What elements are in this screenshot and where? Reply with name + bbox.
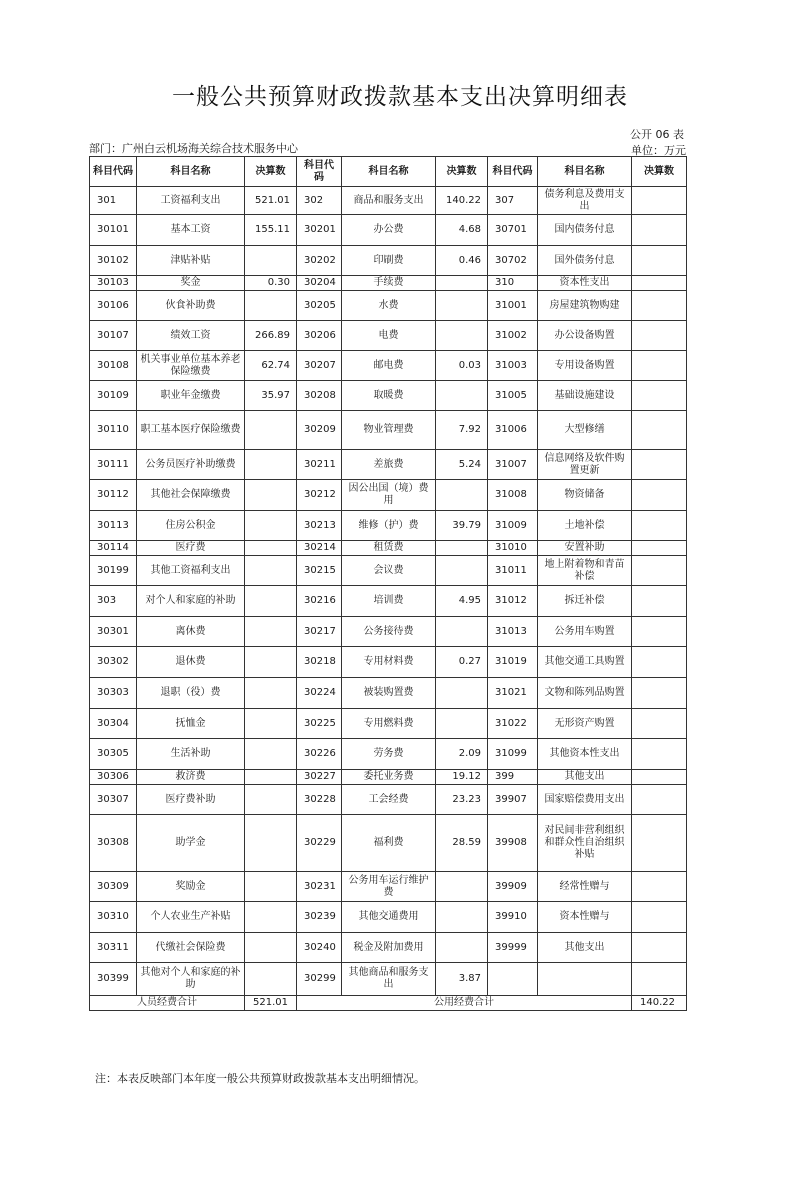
amount-cell: [245, 647, 297, 678]
name-cell: 公务接待费: [342, 617, 436, 647]
name-cell: 地上附着物和青苗补偿: [538, 556, 632, 586]
name-cell: 国内债务付息: [538, 215, 632, 246]
table-row: [90, 556, 687, 586]
code-cell: 30239: [297, 902, 342, 933]
table-row: [90, 381, 687, 411]
code-cell: 307: [488, 187, 538, 215]
name-cell: 租赁费: [342, 541, 436, 556]
amount-cell: [632, 541, 687, 556]
name-cell: 奖励金: [137, 872, 245, 902]
amount-cell: 39.79: [436, 511, 488, 541]
amount-cell: 0.03: [436, 351, 488, 381]
code-cell: 39999: [488, 933, 538, 963]
amount-cell: 0.30: [245, 276, 297, 291]
name-cell: 伙食补助费: [137, 291, 245, 321]
amount-cell: [632, 321, 687, 351]
name-cell: 印刷费: [342, 246, 436, 276]
name-cell: 其他支出: [538, 933, 632, 963]
amount-cell: [632, 187, 687, 215]
code-cell: 30216: [297, 586, 342, 617]
name-cell: 其他商品和服务支出: [342, 963, 436, 996]
name-cell: 维修（护）费: [342, 511, 436, 541]
amount-cell: [632, 678, 687, 709]
name-cell: 邮电费: [342, 351, 436, 381]
footnote: 注：本表反映部门本年度一般公共预算财政拨款基本支出明细情况。: [95, 1072, 425, 1085]
amount-cell: [632, 739, 687, 770]
name-cell: 差旅费: [342, 450, 436, 480]
table-row: [90, 617, 687, 647]
name-cell: 绩效工资: [137, 321, 245, 351]
amount-cell: [632, 785, 687, 815]
code-cell: 31008: [488, 480, 538, 511]
amount-cell: [436, 480, 488, 511]
name-cell: 公务用车运行维护费: [342, 872, 436, 902]
code-cell: 31007: [488, 450, 538, 480]
name-cell: 福利费: [342, 815, 436, 872]
amount-cell: 0.27: [436, 647, 488, 678]
name-cell: 公务用车购置: [538, 617, 632, 647]
code-cell: 30217: [297, 617, 342, 647]
name-cell: 会议费: [342, 556, 436, 586]
code-cell: 39907: [488, 785, 538, 815]
expenditure-table: [89, 156, 687, 1011]
name-cell: 债务利息及费用支出: [538, 187, 632, 215]
table-row: [90, 246, 687, 276]
code-cell: 31019: [488, 647, 538, 678]
amount-cell: 155.11: [245, 215, 297, 246]
name-cell: 基本工资: [137, 215, 245, 246]
code-cell: 30211: [297, 450, 342, 480]
amount-cell: [245, 411, 297, 450]
name-cell: 专用设备购置: [538, 351, 632, 381]
name-cell: 被装购置费: [342, 678, 436, 709]
code-cell: 31010: [488, 541, 538, 556]
amount-cell: [436, 709, 488, 739]
name-cell: 专用燃料费: [342, 709, 436, 739]
name-cell: 其他支出: [538, 770, 632, 785]
name-cell: 代缴社会保险费: [137, 933, 245, 963]
name-cell: 资本性支出: [538, 276, 632, 291]
amount-cell: [245, 511, 297, 541]
amount-cell: 7.92: [436, 411, 488, 450]
name-cell: 取暖费: [342, 381, 436, 411]
name-cell: 劳务费: [342, 739, 436, 770]
code-cell: 39908: [488, 815, 538, 872]
name-cell: 医疗费补助: [137, 785, 245, 815]
amount-cell: [632, 963, 687, 996]
code-cell: 30399: [90, 963, 137, 996]
code-cell: 30215: [297, 556, 342, 586]
code-cell: 31003: [488, 351, 538, 381]
code-cell: 30112: [90, 480, 137, 511]
amount-cell: [245, 739, 297, 770]
code-cell: 31011: [488, 556, 538, 586]
name-cell: 其他工资福利支出: [137, 556, 245, 586]
code-cell: 30309: [90, 872, 137, 902]
header-cell: 决算数: [632, 157, 687, 187]
code-cell: 30107: [90, 321, 137, 351]
code-cell: 30301: [90, 617, 137, 647]
amount-cell: [632, 381, 687, 411]
amount-cell: [245, 617, 297, 647]
amount-cell: [245, 770, 297, 785]
code-cell: 30307: [90, 785, 137, 815]
code-cell: 30228: [297, 785, 342, 815]
name-cell: 文物和陈列品购置: [538, 678, 632, 709]
code-cell: 30208: [297, 381, 342, 411]
table-row: [90, 276, 687, 291]
amount-cell: [632, 709, 687, 739]
code-cell: 30305: [90, 739, 137, 770]
name-cell: 奖金: [137, 276, 245, 291]
name-cell: 个人农业生产补贴: [137, 902, 245, 933]
code-cell: 310: [488, 276, 538, 291]
code-cell: 30110: [90, 411, 137, 450]
amount-cell: [245, 785, 297, 815]
amount-cell: [245, 291, 297, 321]
name-cell: 其他资本性支出: [538, 739, 632, 770]
name-cell: 生活补助: [137, 739, 245, 770]
name-cell: 手续费: [342, 276, 436, 291]
table-row: [90, 541, 687, 556]
department-label: 部门：广州白云机场海关综合技术服务中心: [89, 142, 298, 155]
name-cell: 经常性赠与: [538, 872, 632, 902]
table-row: [90, 963, 687, 996]
code-cell: 31013: [488, 617, 538, 647]
amount-cell: [245, 902, 297, 933]
header-cell: 科目代码: [488, 157, 538, 187]
code-cell: 30310: [90, 902, 137, 933]
name-cell: 退休费: [137, 647, 245, 678]
name-cell: 其他社会保障缴费: [137, 480, 245, 511]
name-cell: 助学金: [137, 815, 245, 872]
code-cell: 30701: [488, 215, 538, 246]
amount-cell: 5.24: [436, 450, 488, 480]
table-row: [90, 450, 687, 480]
code-cell: 30114: [90, 541, 137, 556]
code-cell: 30206: [297, 321, 342, 351]
name-cell: 工会经费: [342, 785, 436, 815]
header-cell: 科目名称: [137, 157, 245, 187]
code-cell: 30227: [297, 770, 342, 785]
code-cell: 30302: [90, 647, 137, 678]
table-row: [90, 678, 687, 709]
code-cell: 30224: [297, 678, 342, 709]
amount-cell: 266.89: [245, 321, 297, 351]
table-row: [90, 739, 687, 770]
table-row: [90, 785, 687, 815]
table-row: [90, 586, 687, 617]
code-cell: 30218: [297, 647, 342, 678]
amount-cell: 0.46: [436, 246, 488, 276]
unit-label: 单位：万元: [631, 144, 686, 157]
code-cell: 30306: [90, 770, 137, 785]
name-cell: 因公出国（境）费用: [342, 480, 436, 511]
code-cell: 30109: [90, 381, 137, 411]
code-cell: 30101: [90, 215, 137, 246]
name-cell: 物业管理费: [342, 411, 436, 450]
amount-cell: [632, 647, 687, 678]
code-cell: 30702: [488, 246, 538, 276]
code-cell: 30240: [297, 933, 342, 963]
amount-cell: [436, 933, 488, 963]
amount-cell: 521.01: [245, 187, 297, 215]
code-cell: 30209: [297, 411, 342, 450]
code-cell: 399: [488, 770, 538, 785]
code-cell: 30229: [297, 815, 342, 872]
amount-cell: [632, 815, 687, 872]
amount-cell: [632, 246, 687, 276]
amount-cell: [436, 291, 488, 321]
table-code: 公开 06 表: [630, 128, 684, 141]
name-cell: 医疗费: [137, 541, 245, 556]
table-body: [90, 157, 687, 1011]
amount-cell: [245, 963, 297, 996]
name-cell: 办公费: [342, 215, 436, 246]
table-row: [90, 647, 687, 678]
name-cell: 其他对个人和家庭的补助: [137, 963, 245, 996]
code-cell: 302: [297, 187, 342, 215]
amount-cell: [436, 276, 488, 291]
amount-cell: 23.23: [436, 785, 488, 815]
code-cell: 30308: [90, 815, 137, 872]
name-cell: 培训费: [342, 586, 436, 617]
amount-cell: [436, 321, 488, 351]
amount-cell: [245, 450, 297, 480]
amount-cell: [436, 902, 488, 933]
name-cell: 商品和服务支出: [342, 187, 436, 215]
code-cell: [488, 963, 538, 996]
code-cell: 31099: [488, 739, 538, 770]
amount-cell: [632, 872, 687, 902]
code-cell: 30201: [297, 215, 342, 246]
code-cell: 30299: [297, 963, 342, 996]
amount-cell: [632, 215, 687, 246]
table-row: [90, 411, 687, 450]
amount-cell: [245, 246, 297, 276]
code-cell: 30231: [297, 872, 342, 902]
table-row: [90, 321, 687, 351]
code-cell: 30106: [90, 291, 137, 321]
name-cell: 退职（役）费: [137, 678, 245, 709]
table-row: [90, 291, 687, 321]
code-cell: 30111: [90, 450, 137, 480]
amount-cell: [632, 586, 687, 617]
name-cell: 津贴补贴: [137, 246, 245, 276]
amount-cell: [436, 556, 488, 586]
amount-cell: [245, 586, 297, 617]
name-cell: 工资福利支出: [137, 187, 245, 215]
amount-cell: [245, 933, 297, 963]
table-row: [90, 815, 687, 872]
amount-cell: [632, 770, 687, 785]
amount-cell: [632, 902, 687, 933]
table-row: [90, 351, 687, 381]
amount-cell: [436, 872, 488, 902]
name-cell: 抚恤金: [137, 709, 245, 739]
name-cell: 信息网络及软件购置更新: [538, 450, 632, 480]
table-row: [90, 709, 687, 739]
name-cell: 公务员医疗补助缴费: [137, 450, 245, 480]
amount-cell: 140.22: [436, 187, 488, 215]
code-cell: 30303: [90, 678, 137, 709]
name-cell: 住房公积金: [137, 511, 245, 541]
table-row: [90, 187, 687, 215]
code-cell: 31001: [488, 291, 538, 321]
public-total-label: 公用经费合计: [297, 996, 632, 1011]
code-cell: 31002: [488, 321, 538, 351]
table-row: [90, 770, 687, 785]
code-cell: 30214: [297, 541, 342, 556]
code-cell: 30199: [90, 556, 137, 586]
code-cell: 30108: [90, 351, 137, 381]
code-cell: 30304: [90, 709, 137, 739]
name-cell: 机关事业单位基本养老保险缴费: [137, 351, 245, 381]
code-cell: 31006: [488, 411, 538, 450]
amount-cell: [632, 291, 687, 321]
header-cell: 科目名称: [342, 157, 436, 187]
name-cell: 国家赔偿费用支出: [538, 785, 632, 815]
amount-cell: [245, 709, 297, 739]
code-cell: 30212: [297, 480, 342, 511]
name-cell: [538, 963, 632, 996]
amount-cell: [436, 381, 488, 411]
name-cell: 拆迁补偿: [538, 586, 632, 617]
name-cell: 国外债务付息: [538, 246, 632, 276]
code-cell: 30102: [90, 246, 137, 276]
name-cell: 对民间非营利组织和群众性自治组织补贴: [538, 815, 632, 872]
name-cell: 专用材料费: [342, 647, 436, 678]
amount-cell: [632, 450, 687, 480]
amount-cell: [632, 933, 687, 963]
table-row: [90, 902, 687, 933]
amount-cell: 28.59: [436, 815, 488, 872]
amount-cell: 62.74: [245, 351, 297, 381]
table-row: [90, 215, 687, 246]
personnel-total-label: 人员经费合计: [90, 996, 245, 1011]
public-total-value: 140.22: [632, 996, 687, 1011]
amount-cell: 4.95: [436, 586, 488, 617]
name-cell: 大型修缮: [538, 411, 632, 450]
name-cell: 其他交通工具购置: [538, 647, 632, 678]
table-row: [90, 872, 687, 902]
table-header-row: [90, 157, 687, 187]
code-cell: 30103: [90, 276, 137, 291]
table-row: [90, 511, 687, 541]
name-cell: 土地补偿: [538, 511, 632, 541]
code-cell: 30213: [297, 511, 342, 541]
name-cell: 对个人和家庭的补助: [137, 586, 245, 617]
amount-cell: [245, 541, 297, 556]
code-cell: 31009: [488, 511, 538, 541]
code-cell: 30207: [297, 351, 342, 381]
code-cell: 30202: [297, 246, 342, 276]
amount-cell: [245, 678, 297, 709]
amount-cell: 2.09: [436, 739, 488, 770]
code-cell: 31021: [488, 678, 538, 709]
header-cell: 科目代码: [90, 157, 137, 187]
name-cell: 无形资产购置: [538, 709, 632, 739]
name-cell: 救济费: [137, 770, 245, 785]
total-row: [90, 996, 687, 1011]
amount-cell: [632, 511, 687, 541]
amount-cell: [632, 411, 687, 450]
code-cell: 303: [90, 586, 137, 617]
table-row: [90, 480, 687, 511]
amount-cell: 3.87: [436, 963, 488, 996]
name-cell: 其他交通费用: [342, 902, 436, 933]
amount-cell: [245, 815, 297, 872]
amount-cell: [436, 617, 488, 647]
name-cell: 水费: [342, 291, 436, 321]
code-cell: 31022: [488, 709, 538, 739]
amount-cell: [632, 351, 687, 381]
name-cell: 房屋建筑物购建: [538, 291, 632, 321]
header-cell: 科目代码: [297, 157, 342, 187]
amount-cell: [436, 678, 488, 709]
amount-cell: [632, 480, 687, 511]
table-row: [90, 933, 687, 963]
code-cell: 30226: [297, 739, 342, 770]
header-cell: 决算数: [245, 157, 297, 187]
name-cell: 物资储备: [538, 480, 632, 511]
code-cell: 31005: [488, 381, 538, 411]
amount-cell: [245, 556, 297, 586]
code-cell: 30311: [90, 933, 137, 963]
amount-cell: 4.68: [436, 215, 488, 246]
code-cell: 30113: [90, 511, 137, 541]
code-cell: 39909: [488, 872, 538, 902]
amount-cell: [632, 617, 687, 647]
name-cell: 职业年金缴费: [137, 381, 245, 411]
name-cell: 基础设施建设: [538, 381, 632, 411]
code-cell: 30205: [297, 291, 342, 321]
header-cell: 决算数: [436, 157, 488, 187]
amount-cell: [245, 872, 297, 902]
amount-cell: [436, 541, 488, 556]
amount-cell: [632, 276, 687, 291]
personnel-total-value: 521.01: [245, 996, 297, 1011]
amount-cell: 19.12: [436, 770, 488, 785]
amount-cell: [632, 556, 687, 586]
code-cell: 30225: [297, 709, 342, 739]
name-cell: 委托业务费: [342, 770, 436, 785]
code-cell: 39910: [488, 902, 538, 933]
page-title: 一般公共预算财政拨款基本支出决算明细表: [172, 84, 628, 110]
name-cell: 安置补助: [538, 541, 632, 556]
name-cell: 税金及附加费用: [342, 933, 436, 963]
name-cell: 电费: [342, 321, 436, 351]
code-cell: 30204: [297, 276, 342, 291]
code-cell: 31012: [488, 586, 538, 617]
name-cell: 职工基本医疗保险缴费: [137, 411, 245, 450]
amount-cell: 35.97: [245, 381, 297, 411]
amount-cell: [245, 480, 297, 511]
name-cell: 离休费: [137, 617, 245, 647]
code-cell: 301: [90, 187, 137, 215]
name-cell: 办公设备购置: [538, 321, 632, 351]
header-cell: 科目名称: [538, 157, 632, 187]
name-cell: 资本性赠与: [538, 902, 632, 933]
